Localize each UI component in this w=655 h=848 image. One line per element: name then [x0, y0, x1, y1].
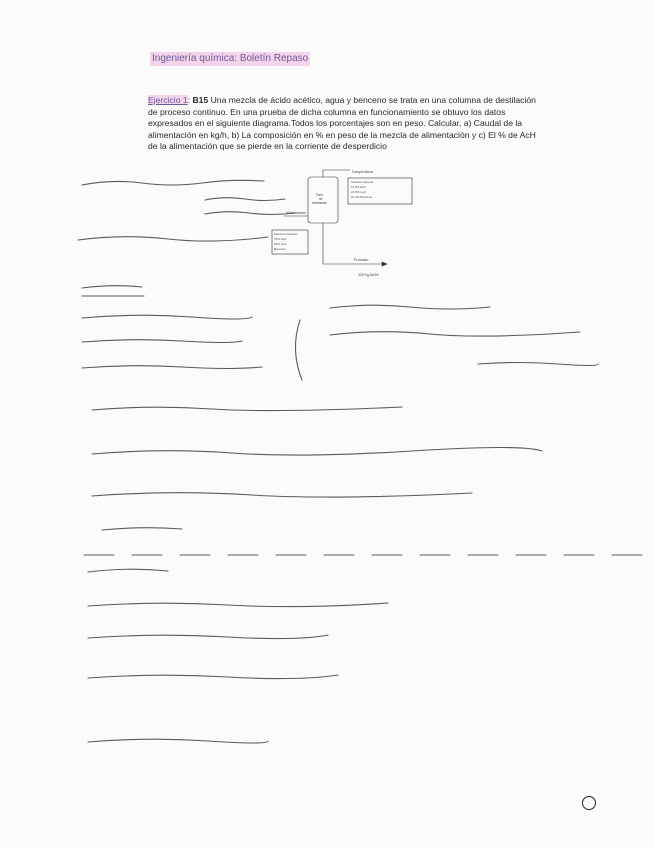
waste-box-line-4: 67,3% Benceno	[351, 195, 373, 199]
handwriting-line	[92, 407, 402, 411]
handwriting-line	[330, 305, 490, 309]
handwriting-line	[82, 315, 252, 319]
waste-box-line-1: Solución acuosa	[351, 180, 374, 184]
handwriting-line	[330, 332, 580, 336]
benzene-box-line-4: Benceno	[274, 247, 286, 251]
column-shape	[308, 177, 338, 223]
handwriting-line	[88, 603, 388, 607]
exercise-code: B15	[192, 95, 209, 105]
product-arrowhead	[382, 262, 387, 266]
column-label-1: Torre	[316, 193, 324, 197]
waste-line	[323, 170, 350, 177]
benzene-box-line-1: Solución benceno	[274, 232, 298, 236]
waste-box-line-3: 21,5% H₂O	[351, 190, 367, 194]
handwriting-line	[478, 363, 598, 366]
column-label-2: de	[319, 197, 323, 201]
handwriting-line	[88, 739, 268, 743]
exercise-statement: Ejercicio 1: B15 Una mezcla de ácido acético, agua y benceno se trata en una columna de destilación de proceso continuo. En una prueba de dicha columna en funcionamiento se obtuvo los datos expresados en el siguiente diagrama.Todos los porcentajes son en peso. Calcular, a) Caudal de la alimentación en kg/h, b) La composición en % en peso de la mezcla de alimentación y c) El % de AcH de la alimentación que se pierde en la corriente de desperdicio	[148, 95, 536, 152]
handwriting-line	[88, 675, 338, 679]
handwriting-line	[102, 528, 182, 530]
handwriting-line	[82, 286, 142, 288]
handwriting-line	[92, 448, 542, 456]
exercise-text: Una mezcla de ácido acético, agua y benceno se trata en una columna de destilación de proceso continuo. En una prueba de dicha columna en funcionamiento se obtuvo los datos expresados en el siguiente diagrama.Todos los porcentajes son en peso. Calcular, a) Caudal de la alimentación en kg/h, b) La composición en % en peso de la mezcla de alimentación y c) El % de AcH de la alimentación que se pierde en la corriente de desperdicio	[148, 95, 536, 152]
process-diagram	[270, 168, 420, 284]
handwriting-brace	[295, 320, 302, 380]
column-label-3: destilación	[312, 201, 328, 205]
handwriting-line	[82, 366, 262, 369]
handwriting-line	[92, 493, 472, 497]
product-label: Producto	[354, 258, 369, 262]
product-line	[323, 223, 382, 264]
product-rate: 325 Kg AcH/h	[358, 273, 379, 277]
handwriting-line	[82, 180, 264, 185]
feed-label: Alimentación	[286, 211, 307, 215]
handwriting-line	[88, 635, 328, 639]
waste-label: Desperdicio	[352, 169, 374, 174]
circled-mark-icon	[582, 796, 596, 810]
exercise-label: Ejercicio 1	[148, 95, 188, 105]
waste-box-line-2: 11,2% AcH	[351, 185, 366, 189]
handwriting-line	[78, 237, 268, 241]
benzene-box-line-3: 25% H₂O	[274, 242, 287, 246]
handwriting-line	[88, 569, 168, 572]
handwriting-line	[82, 340, 242, 343]
benzene-box-line-2: 75% AcH	[274, 237, 287, 241]
page-title: Ingeniería química: Boletín Repaso	[152, 53, 309, 64]
